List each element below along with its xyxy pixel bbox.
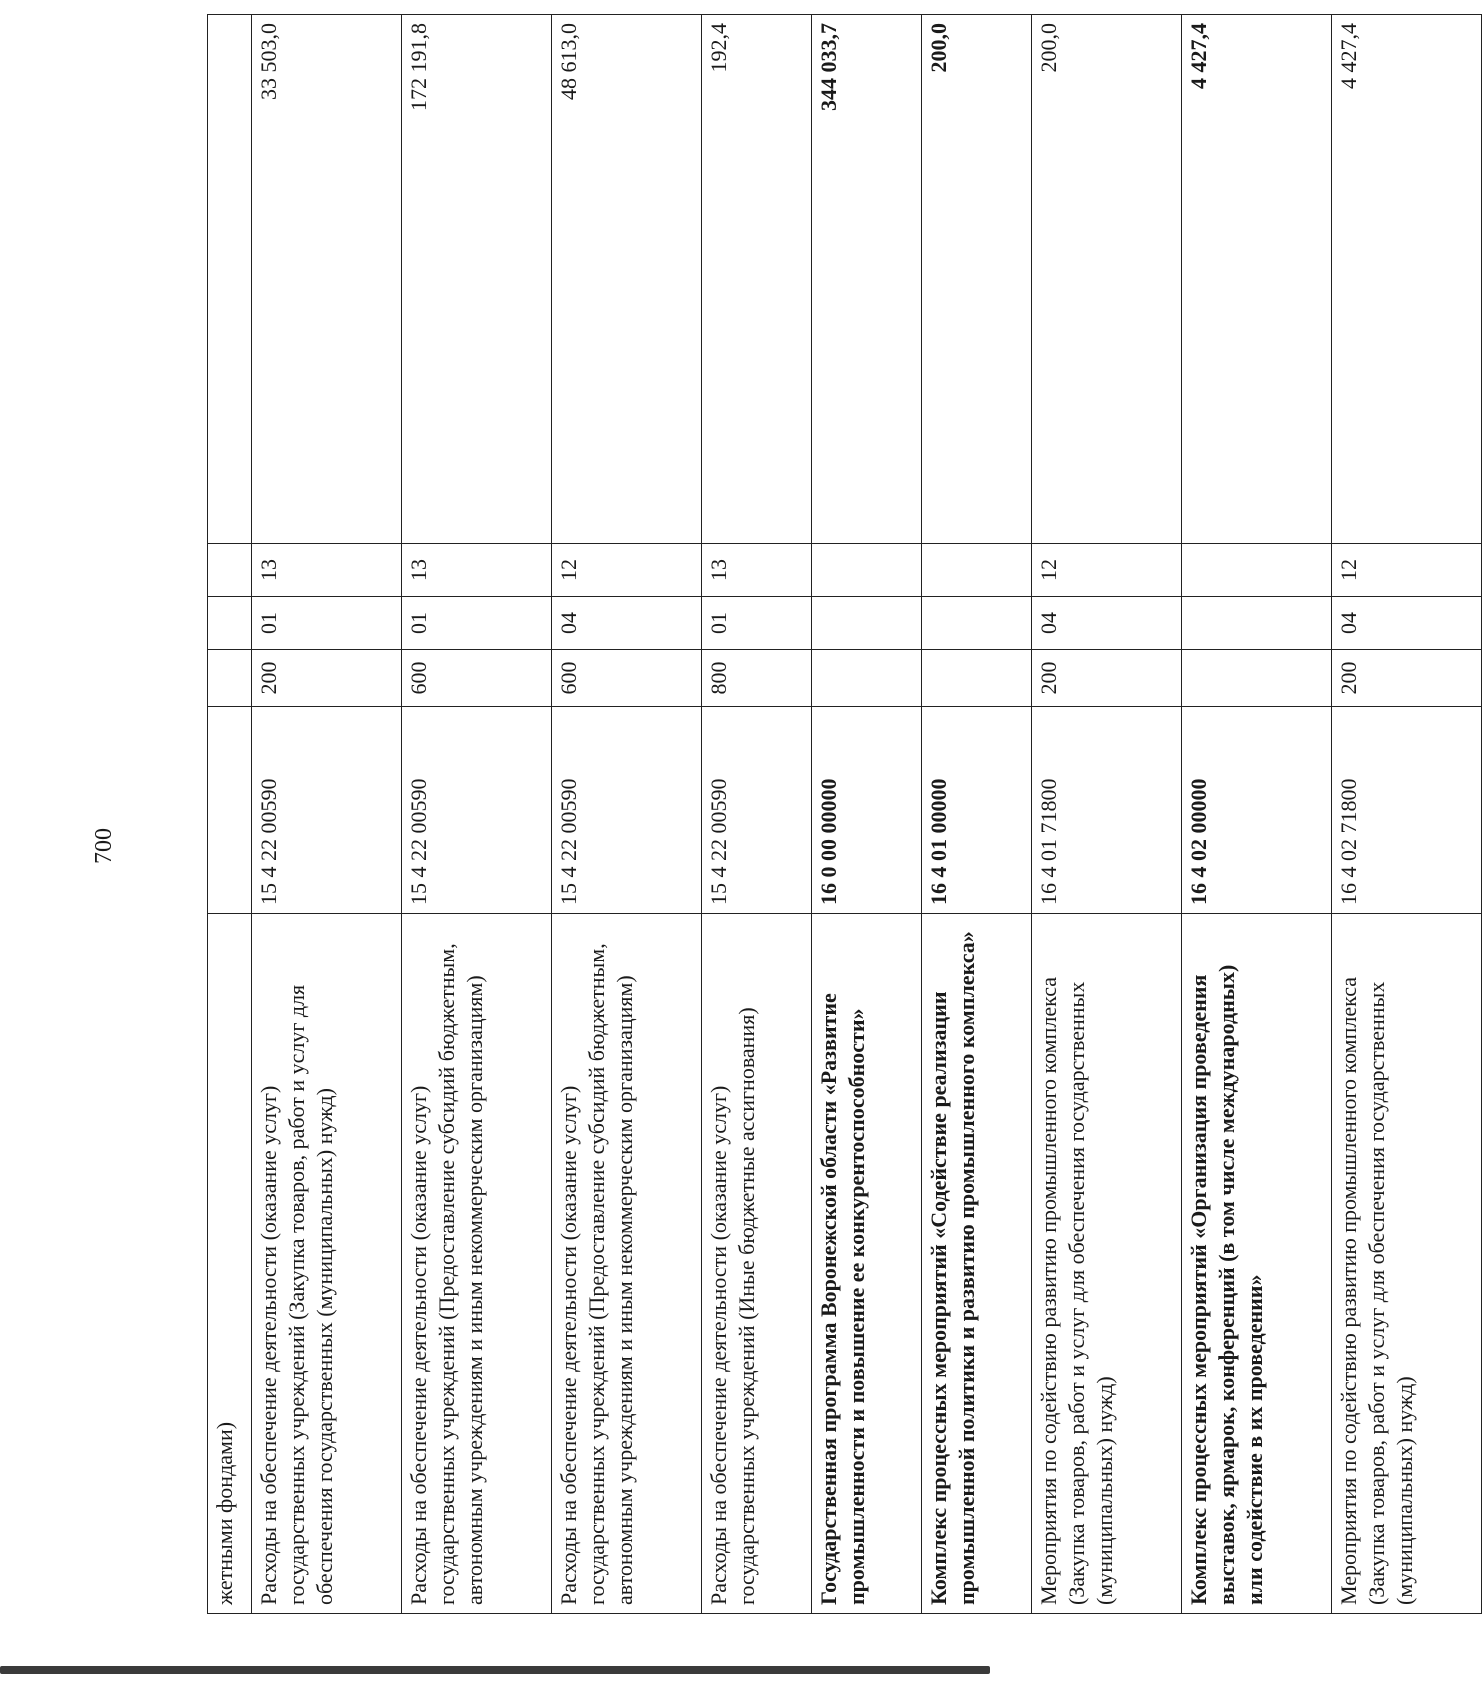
target-code-cell: 16 4 01 71800 [1032, 707, 1182, 914]
expense-type-cell: 200 [1332, 650, 1482, 707]
table-row [402, 15, 552, 1614]
subsection-cell: 12 [1032, 544, 1182, 597]
table-row [812, 15, 922, 1614]
row-name-cell: Расходы на обеспечение деятельности (оказание услуг) государственных учреждений (Предоставление субсидий бюджетным, автономным учреждениям и иным некоммерческим организациям) [552, 914, 702, 1614]
rotated-table-wrapper [207, 23, 1418, 1614]
expense-type-cell [208, 650, 252, 707]
target-code-cell: 15 4 22 00590 [702, 707, 812, 914]
page-number: 700 [91, 828, 117, 864]
target-code-cell: 15 4 22 00590 [552, 707, 702, 914]
target-code-cell: 15 4 22 00590 [402, 707, 552, 914]
footer-rule [0, 1666, 990, 1674]
amount-cell: 200,0 [1032, 15, 1182, 544]
row-name-cell: жетными фондами) [208, 914, 252, 1614]
budget-table-body [208, 15, 1482, 1614]
section-cell: 04 [1332, 597, 1482, 650]
row-name-cell: Государственная программа Воронежской области «Развитие промышленности и повышение ее конкурентоспособности» [812, 914, 922, 1614]
expense-type-cell: 200 [252, 650, 402, 707]
table-row [1332, 15, 1482, 1614]
row-name-cell: Комплекс процессных мероприятий «Организация проведения выставок, ярмарок, конференций (в том числе международных) или содействие в их проведении» [1182, 914, 1332, 1614]
section-cell [208, 597, 252, 650]
row-name-cell: Расходы на обеспечение деятельности (оказание услуг) государственных учреждений (Закупка товаров, работ и услуг для обеспечения государственных (муниципальных) нужд) [252, 914, 402, 1614]
expense-type-cell [922, 650, 1032, 707]
subsection-cell [208, 544, 252, 597]
section-cell: 04 [552, 597, 702, 650]
subsection-cell: 13 [252, 544, 402, 597]
section-cell [812, 597, 922, 650]
row-name-cell: Комплекс процессных мероприятий «Содействие реализации промышленной политики и развитию промышленного комплекса» [922, 914, 1032, 1614]
table-row [702, 15, 812, 1614]
table-row [922, 15, 1032, 1614]
target-code-cell: 16 4 01 00000 [922, 707, 1032, 914]
table-row [1032, 15, 1182, 1614]
amount-cell: 172 191,8 [402, 15, 552, 544]
section-cell: 01 [252, 597, 402, 650]
subsection-cell [1182, 544, 1332, 597]
amount-cell [208, 15, 252, 544]
target-code-cell: 16 4 02 00000 [1182, 707, 1332, 914]
amount-cell: 4 427,4 [1332, 15, 1482, 544]
section-cell: 04 [1032, 597, 1182, 650]
subsection-cell: 13 [402, 544, 552, 597]
subsection-cell [922, 544, 1032, 597]
budget-table [207, 14, 1482, 1614]
amount-cell: 48 613,0 [552, 15, 702, 544]
table-row [1182, 15, 1332, 1614]
expense-type-cell [812, 650, 922, 707]
section-cell [1182, 597, 1332, 650]
table-row [208, 15, 252, 1614]
subsection-cell: 12 [1332, 544, 1482, 597]
amount-cell: 192,4 [702, 15, 812, 544]
amount-cell: 344 033,7 [812, 15, 922, 544]
target-code-cell: 16 4 02 71800 [1332, 707, 1482, 914]
section-cell: 01 [402, 597, 552, 650]
row-name-cell: Мероприятия по содействию развитию промышленного комплекса (Закупка товаров, работ и услуг для обеспечения государственных (муниципальных) нужд) [1032, 914, 1182, 1614]
row-name-cell: Мероприятия по содействию развитию промышленного комплекса (Закупка товаров, работ и услуг для обеспечения государственных (муниципальных) нужд) [1332, 914, 1482, 1614]
table-row [252, 15, 402, 1614]
expense-type-cell [1182, 650, 1332, 707]
subsection-cell [812, 544, 922, 597]
expense-type-cell: 200 [1032, 650, 1182, 707]
section-cell: 01 [702, 597, 812, 650]
expense-type-cell: 600 [552, 650, 702, 707]
expense-type-cell: 600 [402, 650, 552, 707]
subsection-cell: 12 [552, 544, 702, 597]
row-name-cell: Расходы на обеспечение деятельности (оказание услуг) государственных учреждений (Предоставление субсидий бюджетным, автономным учреждениям и иным некоммерческим организациям) [402, 914, 552, 1614]
amount-cell: 4 427,4 [1182, 15, 1332, 544]
amount-cell: 200,0 [922, 15, 1032, 544]
target-code-cell [208, 707, 252, 914]
expense-type-cell: 800 [702, 650, 812, 707]
subsection-cell: 13 [702, 544, 812, 597]
table-row [552, 15, 702, 1614]
target-code-cell: 16 0 00 00000 [812, 707, 922, 914]
target-code-cell: 15 4 22 00590 [252, 707, 402, 914]
amount-cell: 33 503,0 [252, 15, 402, 544]
row-name-cell: Расходы на обеспечение деятельности (оказание услуг) государственных учреждений (Иные бюджетные ассигнования) [702, 914, 812, 1614]
section-cell [922, 597, 1032, 650]
